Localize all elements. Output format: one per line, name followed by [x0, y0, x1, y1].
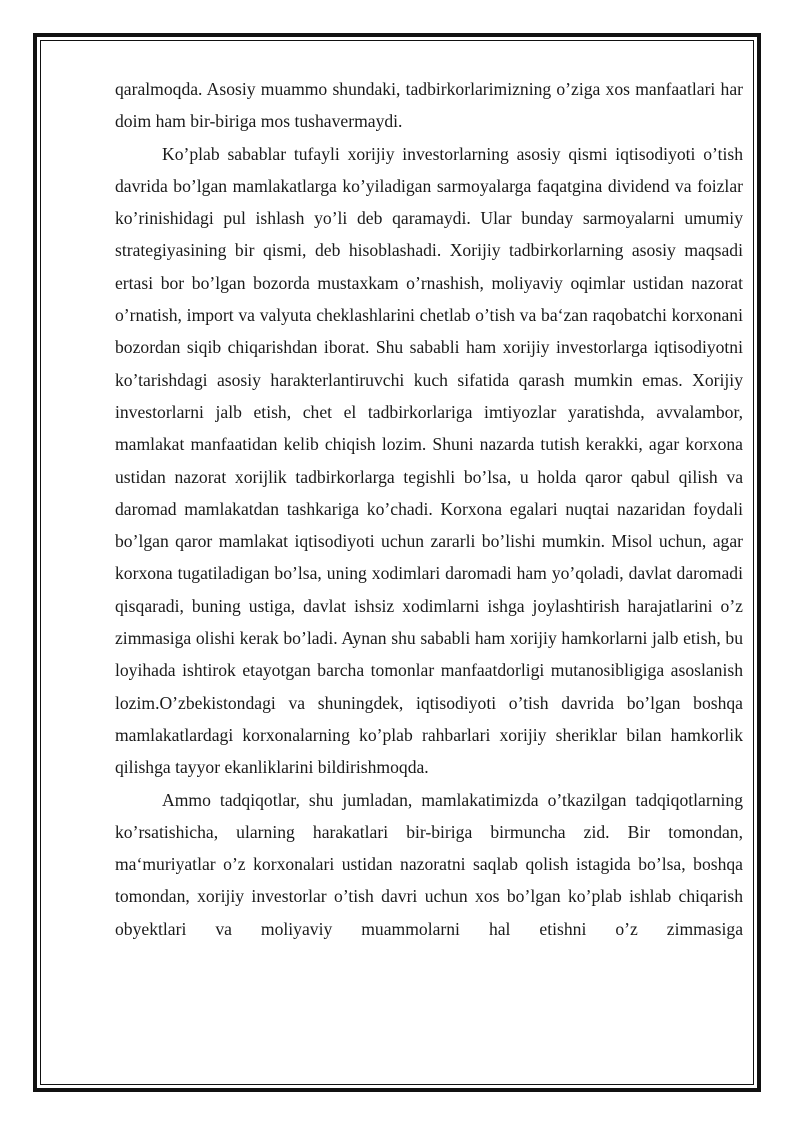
document-body [115, 73, 743, 945]
paragraph-1: qaralmoqda. Asosiy muammo shundaki, tadbirkorlarimizning o’ziga xos manfaatlari har doim ham bir-biriga mos tushavermaydi. [115, 79, 743, 132]
paragraph-2: Ko’plab sabablar tufayli xorijiy investorlarning asosiy qismi iqtisodiyoti o’tish davrida bo’lgan mamlakatlarga ko’yiladigan sarmoyalarga faqatgina dividend va foizlar ko’rinishidagi pul ishlash yo’li deb qaramaydi. Ular bunday sarmoyalarni umumiy strategiyasining bir qismi, deb hisoblashadi. Xorijiy tadbirkorlarning asosiy maqsadi ertasi bor bo’lgan bozorda mustaxkam o’rnashish, moliyaviy oqimlar ustidan nazorat o’rnatish, import va valyuta cheklashlarini chetlab o’tish va ba‘zan raqobatchi korxonani bozordan siqib chiqarishdan iborat. Shu sababli ham xorijiy investorlarga iqtisodiyotni ko’tarishdagi asosiy harakterlantiruvchi kuch sifatida qarash mumkin emas. Xorijiy investorlarni jalb etish, chet el tadbirkorlariga imtiyozlar yaratishda, avvalambor, mamlakat manfaatidan kelib chiqish lozim. Shuni nazarda tutish kerakki, agar korxona ustidan nazorat xorijlik tadbirkorlarga tegishli bo’lsa, u holda qaror qabul qilish va daromad mamlakatdan tashkariga ko’chadi. Korxona egalari nuqtai nazaridan foydali bo’lgan qaror mamlakat iqtisodiyoti uchun zararli bo’lishi mumkin. Misol uchun, agar korxona tugatiladigan bo’lsa, uning xodimlari daromadi ham yo’qoladi, davlat daromadi qisqaradi, buning ustiga, davlat ishsiz xodimlarni ishga joylashtirish harajatlarini o’z zimmasiga olishi kerak bo’ladi. Aynan shu sababli ham xorijiy hamkorlarni jalb etish, bu loyihada ishtirok etayotgan barcha tomonlar manfaatdorligi mutanosibligiga asoslanish lozim.O’zbekistondagi va shuningdek, iqtisodiyoti o’tish davrida bo’lgan boshqa mamlakatlardagi korxonalarning ko’plab rahbarlari xorijiy sheriklar bilan hamkorlik qilishga tayyor ekanliklarini bildirishmoqda. [115, 143, 743, 778]
paragraph-3: Ammo tadqiqotlar, shu jumladan, mamlakatimizda o’tkazilgan tadqiqotlarning ko’rsatishicha, ularning harakatlari bir-biriga birmuncha zid. Bir tomondan, ma‘muriyatlar o’z korxonalari ustidan nazoratni saqlab qolish istagida bo’lsa, boshqa tomondan, xorijiy investorlar o’tish davri uchun xos bo’lgan ko’plab ishlab chiqarish obyektlari va moliyaviy muammolarni hal etishni o’z zimmasiga [115, 789, 743, 939]
